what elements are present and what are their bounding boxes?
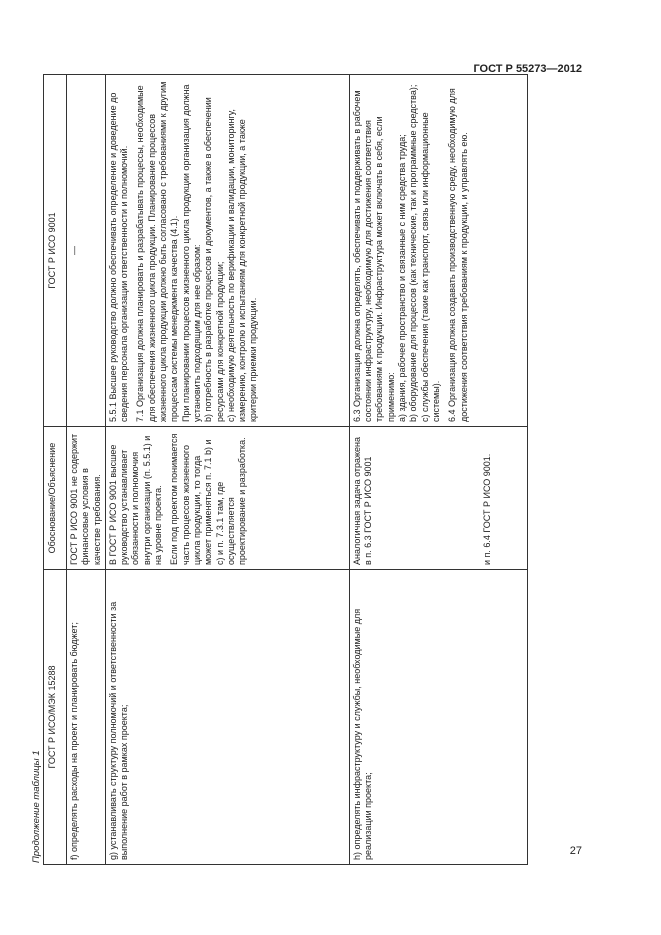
cell-paragraph: c) необходимую деятельность по верификации и валидации, мониторингу, измерению, контролю и испытаниям для конкретной продукции, а также критерии приемки продукции. <box>225 109 259 422</box>
cell-paragraph: В ГОСТ Р ИСО 9001 высшее руководство устанавливает обязанности и полномочия внутри организации (п. 5.5.1) и на уровне проекта. <box>107 435 164 565</box>
table-cell <box>105 75 349 427</box>
cell-paragraph: 6.4 Организация должна создавать производственную среду, необходимую для достижения соответствия требованиям к продукции, и управлять ею. <box>447 88 469 422</box>
table-cell <box>349 75 527 427</box>
table-cell: h) определять инфраструктуру и службы, необходимые для реализации проекта; <box>349 570 527 865</box>
table-header-row <box>44 75 67 865</box>
table-cell: g) устанавливать структуру полномочий и ответственности за выполнение работ в рамках проекта; <box>105 570 349 865</box>
page-number: 27 <box>569 845 582 857</box>
cell-paragraph: b) потребность в разработке процессов и документов, а также в обеспечении ресурсами для конкретной продукции; <box>203 97 225 422</box>
column-header: Обоснование/Объяснение <box>44 427 67 570</box>
column-header: ГОСТ Р ИСО/МЭК 15288 <box>44 570 67 865</box>
table-row <box>67 75 106 865</box>
cell-paragraph: Если под проектом понимается часть процессов жизненного цикла продукции, то тогда может применяться п. 7.1 b) и c) и п. 7.3.1 там, где осуществляется проектирование и разработка. <box>169 433 248 565</box>
table-cell: f) определять расходы на проект и планировать бюджет; <box>67 570 106 865</box>
cell-paragraph: 5.5.1 Высшее руководство должно обеспечивать определение и доведение до сведения персонала организации ответственности и полномочий. <box>107 92 130 422</box>
cell-paragraph: Аналогичная задача отражена в п. 6.3 ГОСТ Р ИСО 9001 <box>351 436 374 565</box>
cell-paragraph: b) оборудование для процессов (как технические, так и программные средства); <box>408 84 419 422</box>
cell-paragraph: и п. 6.4 ГОСТ Р ИСО 9001. <box>482 453 493 565</box>
column-header: ГОСТ Р ИСО 9001 <box>44 75 67 427</box>
cell-paragraph: При планировании процессов жизненного цикла продукции организация должна установить подходящим для нее образом: <box>180 84 202 422</box>
cell-paragraph: 6.3 Организация должна определять, обеспечивать и поддерживать в рабочем состоянии инфраструктуру, необходимую для достижения соответствия требованиям к продукции. Инфраструктура может включать в себя, если применимо: <box>351 90 396 422</box>
table-cell <box>67 75 106 427</box>
cell-paragraph: a) здания, рабочее пространство и связанные с ним средства труда; <box>397 134 408 422</box>
cell-paragraph: c) службы обеспечения (такие как транспорт, связь или информационные системы). <box>419 112 441 422</box>
table-caption: Продолжение таблицы 1 <box>31 750 42 863</box>
dash-mark: — <box>69 246 79 255</box>
table-cell <box>349 427 527 570</box>
cell-paragraph: 7.1 Организация должна планировать и разрабатывать процессы, необходимые для обеспечения жизненного цикла продукции. Планирование процессов жизненного цикла продукции должно быть согласовано с требованиями к другим процессам системы менеджмента качества (4.1). <box>135 81 180 422</box>
comparison-table <box>43 74 528 865</box>
table-row <box>349 75 527 865</box>
table-cell <box>105 427 349 570</box>
table-row <box>105 75 349 865</box>
standard-designation: ГОСТ Р 55273—2012 <box>473 63 582 75</box>
table-cell: ГОСТ Р ИСО 9001 не содержит финансовые условия в качестве требования. <box>67 427 106 570</box>
rotated-table-area <box>30 75 560 865</box>
